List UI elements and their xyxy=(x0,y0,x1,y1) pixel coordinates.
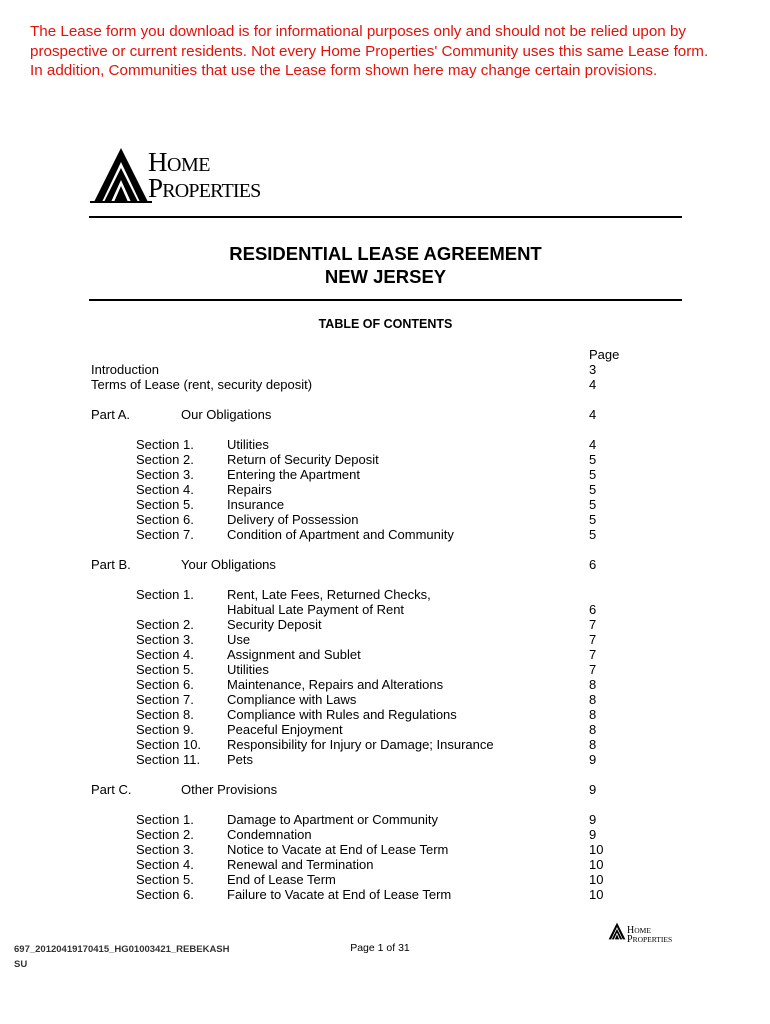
section-number: Section 5. xyxy=(136,662,194,677)
section-number: Section 9. xyxy=(136,722,194,737)
toc-section-row[interactable] xyxy=(0,722,770,737)
section-title-continued: Habitual Late Payment of Rent xyxy=(227,602,405,617)
toc-page: 7 xyxy=(589,632,597,647)
toc-section-row[interactable] xyxy=(0,527,770,542)
section-number: Section 3. xyxy=(136,467,194,482)
document-id xyxy=(14,942,230,972)
toc-section-row[interactable] xyxy=(0,692,770,707)
footer-logo-word-home: HOME xyxy=(627,925,651,936)
toc-section-row[interactable] xyxy=(0,452,770,467)
toc-page: 6 xyxy=(589,602,597,617)
toc-page: 8 xyxy=(589,737,597,752)
toc-page: 6 xyxy=(589,557,597,572)
footer-logo-word-properties: PROPERTIES xyxy=(627,934,673,945)
disclaimer-line-1: The Lease form you download is for informational purposes only and should not be relied upon by xyxy=(30,23,686,40)
toc-page: 7 xyxy=(589,662,597,677)
logo-mountain-icon xyxy=(90,146,152,204)
section-number: Section 1. xyxy=(136,437,194,452)
toc-section-row[interactable] xyxy=(0,662,770,677)
toc-page: 5 xyxy=(589,482,597,497)
part-label: Part C. xyxy=(91,782,132,797)
section-title: Use xyxy=(227,632,251,647)
toc-page: 5 xyxy=(589,452,597,467)
section-number: Section 4. xyxy=(136,857,194,872)
section-number: Section 7. xyxy=(136,527,194,542)
toc-page: 7 xyxy=(589,617,597,632)
toc-page: 3 xyxy=(589,362,597,377)
part-label: Part A. xyxy=(91,407,131,422)
section-title: Damage to Apartment or Community xyxy=(227,812,438,827)
toc-section-row[interactable] xyxy=(0,497,770,512)
document-title: RESIDENTIAL LEASE AGREEMENT xyxy=(229,243,542,264)
toc-section-row[interactable] xyxy=(0,887,770,902)
section-number: Section 2. xyxy=(136,827,194,842)
section-title: Compliance with Laws xyxy=(227,692,357,707)
page-column-header: Page xyxy=(589,347,620,362)
toc-page: 8 xyxy=(589,692,597,707)
section-title: Pets xyxy=(227,752,254,767)
toc-page: 9 xyxy=(589,827,597,842)
toc-page: 10 xyxy=(589,842,604,857)
toc-row[interactable] xyxy=(0,377,770,392)
section-title: Delivery of Possession xyxy=(227,512,359,527)
section-title: Maintenance, Repairs and Alterations xyxy=(227,677,444,692)
toc-section-row[interactable] xyxy=(0,647,770,662)
document-id-line-1: 697_20120419170415_HG01003421_REBEKASH xyxy=(14,944,230,955)
toc-page: 8 xyxy=(589,722,597,737)
section-number: Section 11. xyxy=(136,752,201,767)
toc-part-row[interactable] xyxy=(0,557,770,572)
section-number: Section 2. xyxy=(136,617,194,632)
document-id-line-2: SU xyxy=(14,959,28,970)
toc-part-row[interactable] xyxy=(0,782,770,797)
toc-section-row[interactable] xyxy=(0,737,770,752)
toc-page: 4 xyxy=(589,407,597,422)
section-title: Peaceful Enjoyment xyxy=(227,722,343,737)
section-number: Section 7. xyxy=(136,692,194,707)
toc-page: 5 xyxy=(589,467,597,482)
toc-section-row[interactable] xyxy=(0,617,770,632)
toc-section-row[interactable] xyxy=(0,482,770,497)
section-title: Entering the Apartment xyxy=(227,467,360,482)
section-number: Section 3. xyxy=(136,632,194,647)
disclaimer-line-2: prospective or current residents. Not every Home Properties' Community uses this same Lease form. xyxy=(30,42,709,60)
home-properties-logo xyxy=(90,146,330,206)
disclaimer-line-3: In addition, Communities that use the Lease form shown here may change certain provisions. xyxy=(30,62,658,79)
section-number: Section 6. xyxy=(136,887,194,902)
toc-part-row[interactable] xyxy=(0,407,770,422)
section-number: Section 1. xyxy=(136,587,194,602)
toc-section-row[interactable] xyxy=(0,812,770,827)
section-title: Renewal and Termination xyxy=(227,857,374,872)
disclaimer-notice xyxy=(30,22,750,81)
section-title: Rent, Late Fees, Returned Checks, xyxy=(227,587,431,602)
footer-logo xyxy=(607,920,687,945)
toc-section-row[interactable] xyxy=(0,512,770,527)
section-number: Section 4. xyxy=(136,482,194,497)
section-title: Responsibility for Injury or Damage; Insurance xyxy=(227,737,494,752)
section-title: Failure to Vacate at End of Lease Term xyxy=(227,887,452,902)
toc-row[interactable] xyxy=(0,362,770,377)
toc-page: 4 xyxy=(589,437,597,452)
section-title: Utilities xyxy=(227,662,269,677)
part-title: Our Obligations xyxy=(181,407,272,422)
toc-page: 10 xyxy=(589,887,604,902)
toc-page: 5 xyxy=(589,512,597,527)
toc-section-row[interactable] xyxy=(0,872,770,887)
section-title: Insurance xyxy=(227,497,285,512)
section-title: Notice to Vacate at End of Lease Term xyxy=(227,842,449,857)
toc-section-row[interactable] xyxy=(0,437,770,452)
toc-section-row[interactable] xyxy=(0,857,770,872)
toc-page: 4 xyxy=(589,377,597,392)
section-title: Condition of Apartment and Community xyxy=(227,527,454,542)
toc-section-row[interactable] xyxy=(0,587,770,602)
section-number: Section 5. xyxy=(136,497,194,512)
section-title: End of Lease Term xyxy=(227,872,336,887)
page-number: Page 1 of 31 xyxy=(350,942,410,954)
section-title: Repairs xyxy=(227,482,272,497)
section-number: Section 10. xyxy=(136,737,202,752)
section-number: Section 8. xyxy=(136,707,194,722)
toc-section-row[interactable] xyxy=(0,827,770,842)
toc-section-row[interactable] xyxy=(0,707,770,722)
toc-page: 5 xyxy=(589,527,597,542)
section-title: Assignment and Sublet xyxy=(227,647,361,662)
part-label: Part B. xyxy=(91,557,131,572)
toc-page: 10 xyxy=(589,857,604,872)
toc-page-header-row xyxy=(0,347,770,362)
section-number: Section 2. xyxy=(136,452,194,467)
section-number: Section 1. xyxy=(136,812,194,827)
document-subtitle: NEW JERSEY xyxy=(324,266,447,287)
logo-word-home: HOME xyxy=(148,147,210,177)
section-title: Compliance with Rules and Regulations xyxy=(227,707,457,722)
toc-label: Introduction xyxy=(91,362,159,377)
toc-page: 9 xyxy=(589,782,597,797)
toc-heading: TABLE OF CONTENTS xyxy=(318,317,453,331)
toc-page: 9 xyxy=(589,752,597,767)
toc-section-row[interactable] xyxy=(0,842,770,857)
section-number: Section 5. xyxy=(136,872,194,887)
section-title: Return of Security Deposit xyxy=(227,452,379,467)
toc-section-row[interactable] xyxy=(0,632,770,647)
toc-section-row[interactable] xyxy=(0,677,770,692)
toc-page: 7 xyxy=(589,647,597,662)
section-number: Section 3. xyxy=(136,842,194,857)
bottom-divider xyxy=(89,299,682,301)
part-title: Your Obligations xyxy=(181,557,276,572)
section-title: Security Deposit xyxy=(227,617,322,632)
section-number: Section 6. xyxy=(136,677,194,692)
footer-logo-mountain-icon xyxy=(607,922,627,940)
toc-page: 8 xyxy=(589,707,597,722)
section-title: Utilities xyxy=(227,437,269,452)
part-title: Other Provisions xyxy=(181,782,278,797)
toc-section-row[interactable] xyxy=(0,467,770,482)
logo-word-properties: PROPERTIES xyxy=(148,173,261,203)
section-number: Section 6. xyxy=(136,512,194,527)
top-divider xyxy=(89,216,682,218)
toc-page: 10 xyxy=(589,872,604,887)
toc-page: 5 xyxy=(589,497,597,512)
toc-page: 8 xyxy=(589,677,597,692)
section-title: Condemnation xyxy=(227,827,312,842)
toc-page: 9 xyxy=(589,812,597,827)
section-number: Section 4. xyxy=(136,647,194,662)
toc-label: Terms of Lease (rent, security deposit) xyxy=(91,377,313,392)
toc-section-row-continued[interactable] xyxy=(0,602,770,617)
toc-section-row[interactable] xyxy=(0,752,770,767)
